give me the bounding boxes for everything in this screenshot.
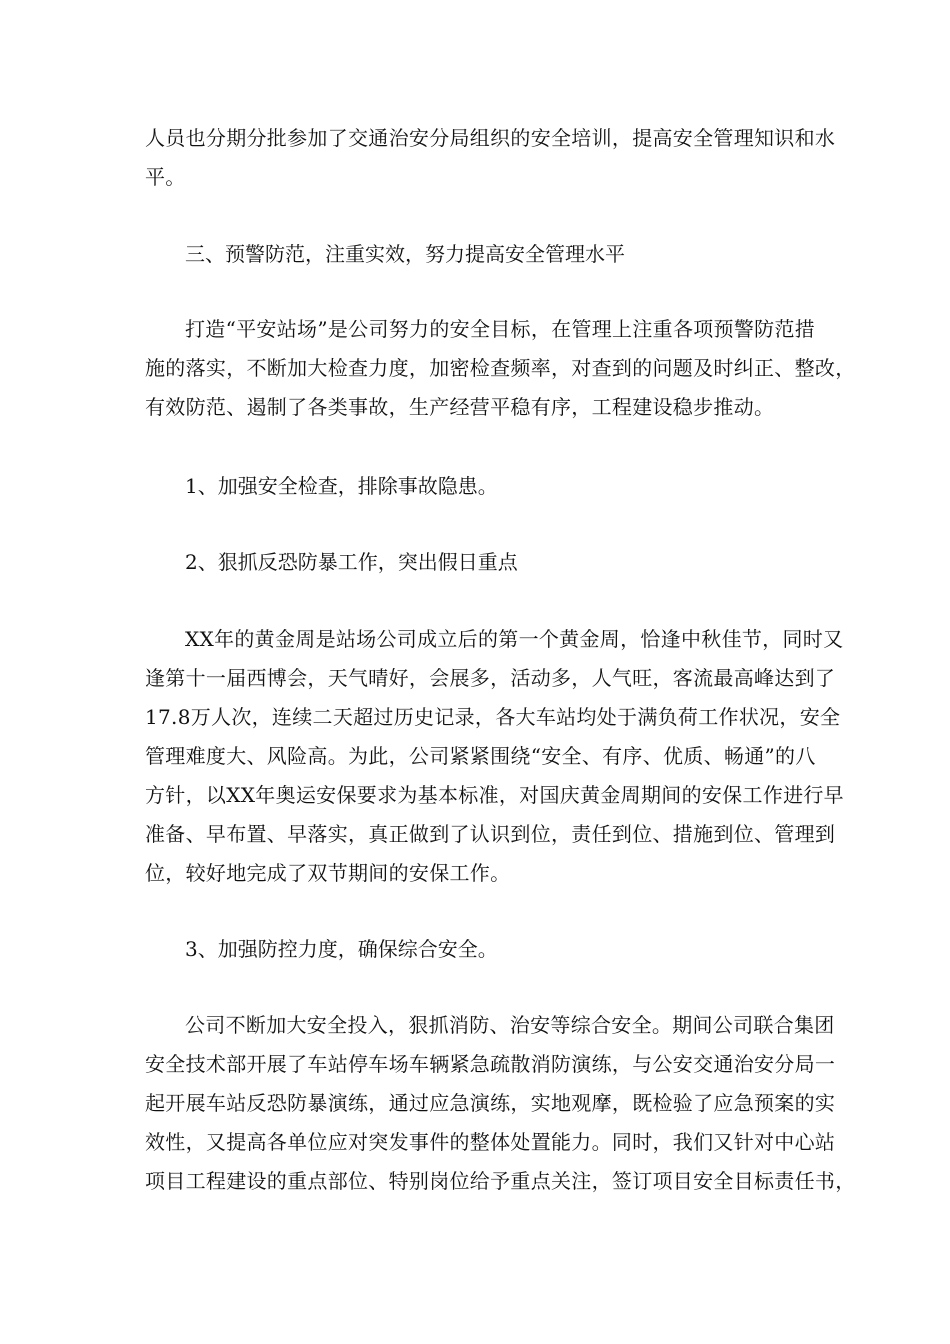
paragraph-line: 有效防范、遏制了各类事故，生产经营平稳有序，工程建设稳步推动。	[145, 395, 775, 419]
paragraph-training	[145, 119, 836, 197]
paragraph-line: 准备、早布置、早落实，真正做到了认识到位，责任到位、措施到位、管理到	[145, 822, 836, 846]
paragraph-line: 安全技术部开展了车站停车场车辆紧急疏散消防演练，与公安交通治安分局一	[145, 1052, 836, 1076]
list-item-heading-2: 2、狠抓反恐防暴工作，突出假日重点	[185, 550, 518, 574]
paragraph-line: 项目工程建设的重点部位、特别岗位给予重点关注，签订项目安全目标责任书，	[145, 1169, 856, 1193]
paragraph-line: 施的落实，不断加大检查力度，加密检查频率，对查到的问题及时纠正、整改，	[145, 356, 856, 380]
paragraph-line: 17.8万人次，连续二天超过历史记录，各大车站均处于满负荷工作状况，安全	[145, 705, 841, 729]
paragraph-comprehensive-safety	[145, 1006, 856, 1201]
paragraph-line: 打造“平安站场”是公司努力的安全目标，在管理上注重各项预警防范措	[185, 317, 816, 341]
list-item-heading-3: 3、加强防控力度，确保综合安全。	[185, 937, 498, 961]
section-heading: 三、预警防范，注重实效，努力提高安全管理水平	[185, 242, 625, 266]
paragraph-safety-goal	[145, 310, 856, 427]
paragraph-line: 公司不断加大安全投入，狠抓消防、治安等综合安全。期间公司联合集团	[185, 1013, 835, 1037]
paragraph-golden-week	[145, 620, 844, 893]
paragraph-line: 逢第十一届西博会，天气晴好，会展多，活动多，人气旺，客流最高峰达到了	[145, 666, 836, 690]
paragraph-line: 人员也分期分批参加了交通治安分局组织的安全培训，提高安全管理知识和水	[145, 126, 836, 150]
paragraph-line: 方针，以XX年奥运安保要求为基本标准，对国庆黄金周期间的安保工作进行早	[145, 783, 844, 807]
paragraph-line: 位，较好地完成了双节期间的安保工作。	[145, 861, 511, 885]
paragraph-line: 管理难度大、风险高。为此，公司紧紧围绕“安全、有序、优质、畅通”的八	[145, 744, 816, 768]
paragraph-line: 起开展车站反恐防暴演练，通过应急演练，实地观摩，既检验了应急预案的实	[145, 1091, 836, 1115]
list-item-heading-1: 1、加强安全检查，排除事故隐患。	[185, 474, 498, 498]
paragraph-line: 效性，又提高各单位应对突发事件的整体处置能力。同时，我们又针对中心站	[145, 1130, 836, 1154]
paragraph-line: 平。	[145, 165, 186, 189]
paragraph-line: XX年的黄金周是站场公司成立后的第一个黄金周，恰逢中秋佳节，同时又	[185, 627, 844, 651]
